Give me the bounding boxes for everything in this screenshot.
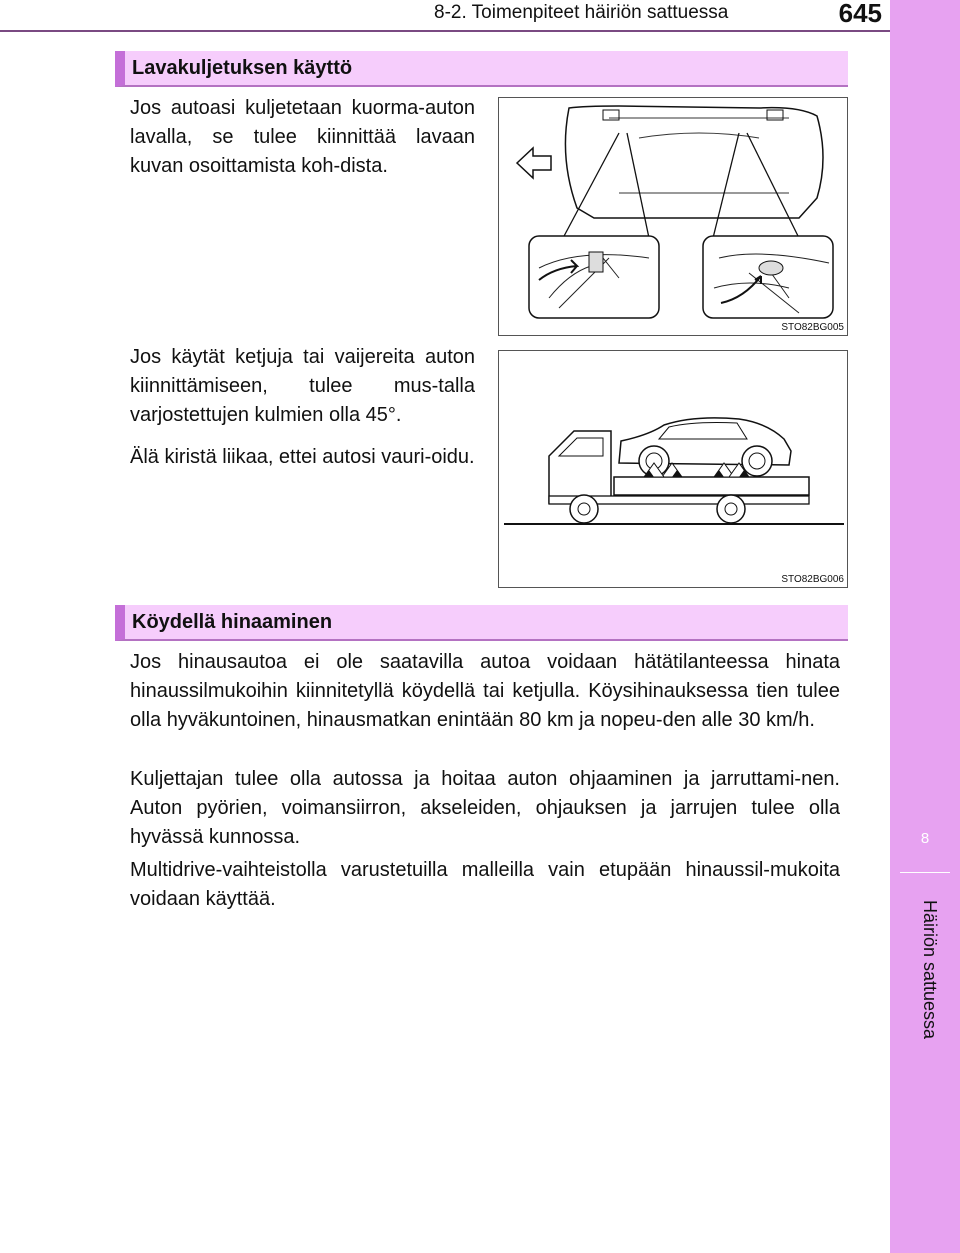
page-number: 645: [838, 0, 882, 28]
header-rule: [0, 30, 890, 32]
car-underside-illustration: [499, 98, 847, 335]
chapter-number: 8: [920, 830, 930, 847]
section-heading-transport: Lavakuljetuksen käyttö: [115, 51, 848, 87]
figure-code: STO82BG006: [781, 574, 844, 585]
page-header: [0, 0, 890, 28]
figure-truck-transport: [498, 350, 848, 588]
paragraph-transport-intro: Jos autoasi kuljetetaan kuorma-auton lavalla, se tulee kiinnittää lavaan kuvan osoittamista koh-dista.: [130, 97, 475, 177]
section-heading-rope-towing: Köydellä hinaaminen: [115, 605, 848, 641]
section-title: 8-2. Toimenpiteet häiriön sattuessa: [434, 2, 729, 23]
paragraph-multidrive: Multidrive-vaihteistolla varustetuilla malleilla vain etupään hinaussil-mukoita voidaan käyttää.: [130, 859, 840, 910]
figure-code: STO82BG005: [781, 322, 844, 333]
figure-tie-down-points: [498, 97, 848, 336]
paragraph-chains: Jos käytät ketjuja tai vaijereita auton kiinnittämiseen, tulee mus-talla varjostettujen kulmien olla 45°.: [130, 346, 475, 426]
truck-carrying-car-illustration: [499, 351, 847, 587]
paragraph-rope-towing: Jos hinausautoa ei ole saatavilla autoa voidaan hätätilanteessa hinata hinaussilmukoihin kiinnitetyllä köydellä tai ketjulla. Köysihinauksessa tien tulee olla hyväkuntoinen, hinausmatkan enintään 80 km ja nopeu-den alle 30 km/h.: [130, 651, 840, 731]
chapter-sidebar: [890, 0, 960, 1253]
sidebar-divider: [900, 872, 950, 873]
paragraph-tightening: Älä kiristä liikaa, ettei autosi vauri-oidu.: [130, 446, 475, 468]
chapter-title: Häiriön sattuessa: [920, 900, 940, 1040]
paragraph-driver: Kuljettajan tulee olla autossa ja hoitaa auton ohjaaminen ja jarruttami-nen. Auton pyörien, voimansiirron, akseleiden, ohjauksen ja jarrujen tulee olla hyvässä kunnossa.: [130, 768, 840, 848]
